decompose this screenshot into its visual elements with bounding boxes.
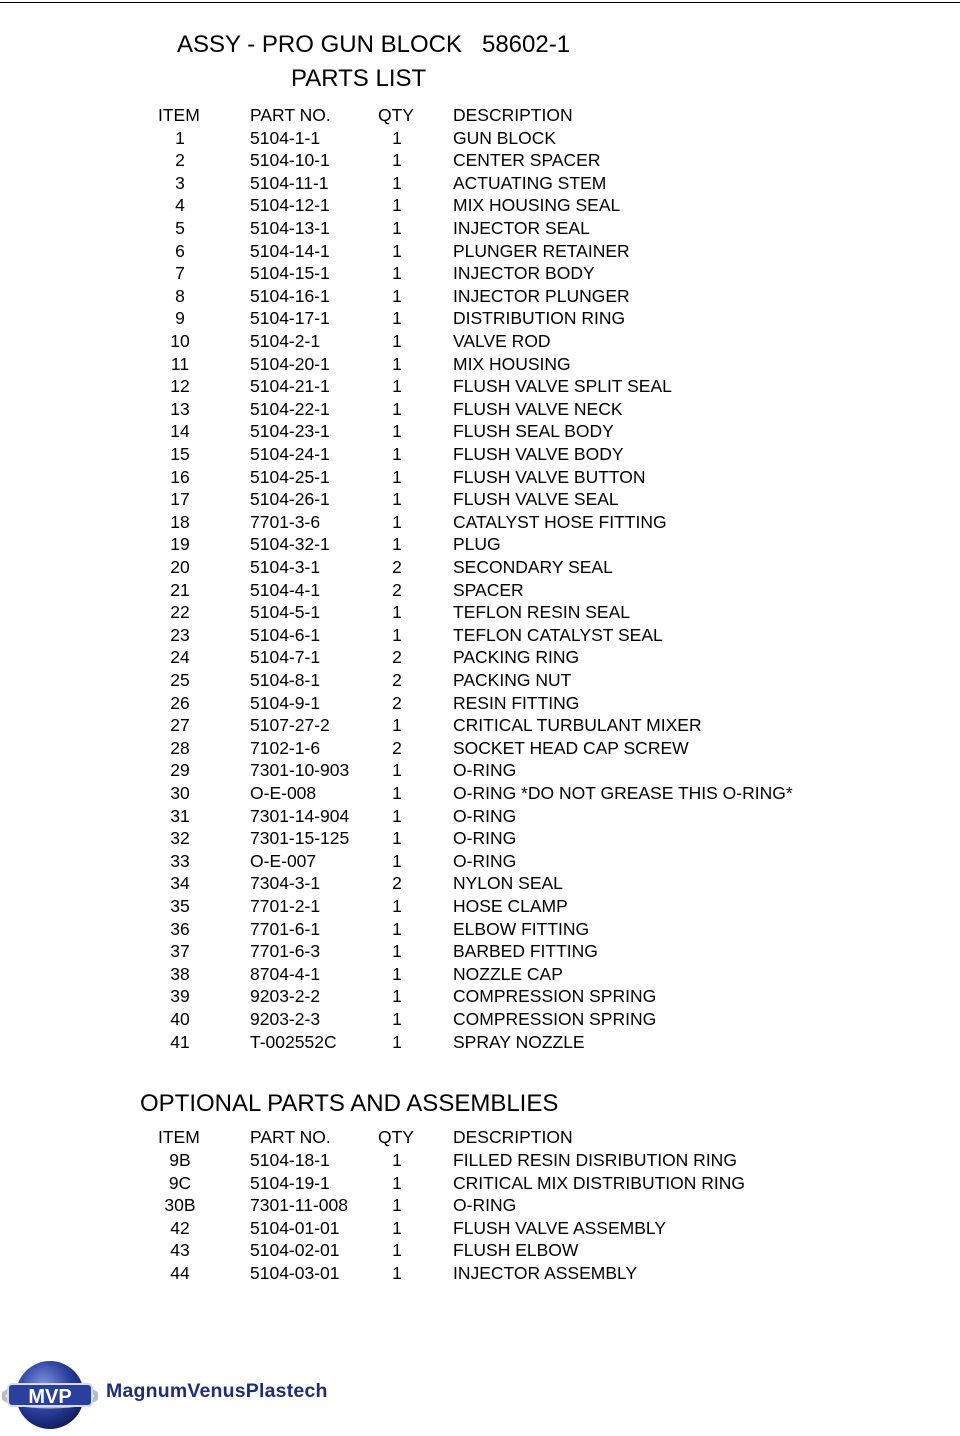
description: NOZZLE CAP: [453, 963, 563, 984]
part-number: 5104-16-1: [250, 285, 330, 306]
description: SPRAY NOZZLE: [453, 1031, 585, 1052]
table-row: [0, 127, 960, 149]
part-number: 7701-3-6: [250, 511, 321, 532]
quantity: 1: [392, 376, 402, 397]
part-number: 9203-2-2: [250, 986, 321, 1007]
part-number: 7301-15-125: [250, 828, 350, 849]
part-number: 5104-6-1: [250, 624, 321, 645]
description: O-RING: [453, 850, 517, 871]
quantity: 1: [392, 308, 402, 329]
quantity: 1: [392, 240, 402, 261]
quantity: 2: [392, 873, 402, 894]
description: RESIN FITTING: [453, 692, 580, 713]
description: FLUSH VALVE NECK: [453, 398, 623, 419]
item-number: 4: [175, 195, 185, 216]
column-header-item: ITEM: [158, 105, 200, 125]
quantity: 1: [392, 1217, 402, 1238]
description: SPACER: [453, 579, 524, 600]
quantity: 2: [392, 579, 402, 600]
quantity: 1: [392, 1031, 402, 1052]
description: TEFLON CATALYST SEAL: [453, 624, 663, 645]
table-row: [0, 963, 960, 985]
quantity: 1: [392, 782, 402, 803]
item-number: 41: [170, 1031, 190, 1052]
table-row: [0, 466, 960, 488]
part-number: 5104-22-1: [250, 398, 330, 419]
column-header-item: ITEM: [158, 1127, 200, 1147]
table-header: [0, 1126, 960, 1148]
quantity: 1: [392, 127, 402, 148]
item-number: 42: [170, 1217, 190, 1238]
quantity: 1: [392, 715, 402, 736]
item-number: 26: [170, 692, 190, 713]
column-header-qty: QTY: [378, 1127, 414, 1147]
table-header: [0, 104, 960, 126]
quantity: 1: [392, 963, 402, 984]
item-number: 12: [170, 376, 190, 397]
top-rule: [0, 2, 960, 3]
item-number: 24: [170, 647, 190, 668]
part-number: 5104-10-1: [250, 150, 330, 171]
table-row: [0, 918, 960, 940]
table-row: [0, 1239, 960, 1261]
quantity: 1: [392, 624, 402, 645]
item-number: 17: [170, 489, 190, 510]
part-number: 5104-18-1: [250, 1150, 330, 1170]
item-number: 33: [170, 850, 190, 871]
quantity: 1: [392, 534, 402, 555]
table-row: [0, 443, 960, 465]
item-number: 34: [170, 873, 190, 894]
description: FLUSH SEAL BODY: [453, 421, 614, 442]
quantity: 1: [392, 828, 402, 849]
table-row: [0, 172, 960, 194]
description: VALVE ROD: [453, 330, 551, 351]
table-row: [0, 285, 960, 307]
table-row: [0, 194, 960, 216]
quantity: 1: [392, 918, 402, 939]
item-number: 27: [170, 715, 190, 736]
table-row: [0, 646, 960, 668]
description: ACTUATING STEM: [453, 172, 607, 193]
description: O-RING: [453, 760, 517, 781]
item-number: 14: [170, 421, 190, 442]
table-row: [0, 375, 960, 397]
description: CRITICAL MIX DISTRIBUTION RING: [453, 1172, 746, 1193]
part-number: 5104-15-1: [250, 263, 330, 284]
quantity: 1: [392, 895, 402, 916]
column-header-part-no: PART NO.: [250, 1127, 331, 1147]
description: O-RING: [453, 1195, 517, 1216]
quantity: 1: [392, 1263, 402, 1283]
description: FLUSH VALVE SPLIT SEAL: [453, 376, 672, 397]
part-number: 5104-4-1: [250, 579, 321, 600]
description: O-RING *DO NOT GREASE THIS O-RING*: [453, 782, 793, 803]
part-number: 7304-3-1: [250, 873, 321, 894]
table-row: [0, 262, 960, 284]
item-number: 39: [170, 986, 190, 1007]
table-row: [0, 1149, 960, 1171]
part-number: T-002552C: [250, 1031, 337, 1052]
item-number: 6: [175, 240, 185, 261]
page-subtitle: PARTS LIST: [291, 65, 427, 92]
table-row: [0, 307, 960, 329]
item-number: 20: [170, 556, 190, 577]
item-number: 19: [170, 534, 190, 555]
table-row: [0, 533, 960, 555]
part-number: 9203-2-3: [250, 1008, 321, 1029]
column-header-description: DESCRIPTION: [453, 105, 573, 125]
description: SOCKET HEAD CAP SCREW: [453, 737, 689, 758]
quantity: 1: [392, 150, 402, 171]
table-row: [0, 240, 960, 262]
part-number: 5104-7-1: [250, 647, 321, 668]
table-row: [0, 692, 960, 714]
item-number: 11: [170, 353, 190, 374]
part-number: 5104-03-01: [250, 1263, 340, 1283]
table-row: [0, 601, 960, 623]
description: FILLED RESIN DISRIBUTION RING: [453, 1150, 737, 1170]
mvp-globe-icon: [2, 1358, 98, 1432]
item-number: 9: [175, 308, 185, 329]
quantity: 1: [392, 1240, 402, 1261]
table-row: [0, 217, 960, 239]
item-number: 22: [170, 602, 190, 623]
item-number: 30B: [164, 1195, 196, 1216]
description: PLUG: [453, 534, 501, 555]
part-number: 5104-2-1: [250, 330, 321, 351]
table-row: [0, 714, 960, 736]
description: INJECTOR PLUNGER: [453, 285, 630, 306]
table-row: [0, 556, 960, 578]
item-number: 29: [170, 760, 190, 781]
description: CRITICAL TURBULANT MIXER: [453, 715, 702, 736]
part-number: 5104-25-1: [250, 466, 330, 487]
part-number: 5104-1-1: [250, 127, 321, 148]
quantity: 1: [392, 760, 402, 781]
item-number: 25: [170, 669, 190, 690]
part-number: 5104-5-1: [250, 602, 321, 623]
part-number: 7301-10-903: [250, 760, 350, 781]
part-number: 5104-26-1: [250, 489, 330, 510]
item-number: 1: [175, 127, 185, 148]
description: PLUNGER RETAINER: [453, 240, 630, 261]
description: HOSE CLAMP: [453, 895, 568, 916]
company-logo: [2, 1358, 382, 1432]
quantity: 1: [392, 1008, 402, 1029]
table-row: [0, 330, 960, 352]
quantity: 1: [392, 805, 402, 826]
description: TEFLON RESIN SEAL: [453, 602, 630, 623]
quantity: 1: [392, 489, 402, 510]
quantity: 1: [392, 1172, 402, 1193]
part-number: 5107-27-2: [250, 715, 330, 736]
description: PACKING NUT: [453, 669, 572, 690]
part-number: 5104-17-1: [250, 308, 330, 329]
quantity: 1: [392, 1195, 402, 1216]
part-number: 5104-02-01: [250, 1240, 340, 1261]
table-row: [0, 850, 960, 872]
table-row: [0, 1008, 960, 1030]
part-number: 5104-19-1: [250, 1172, 330, 1193]
item-number: 21: [170, 579, 190, 600]
quantity: 1: [392, 602, 402, 623]
part-number: 5104-01-01: [250, 1217, 340, 1238]
item-number: 32: [170, 828, 190, 849]
description: PACKING RING: [453, 647, 580, 668]
description: O-RING: [453, 828, 517, 849]
item-number: 43: [170, 1240, 190, 1261]
quantity: 1: [392, 466, 402, 487]
table-row: [0, 985, 960, 1007]
description: FLUSH VALVE BODY: [453, 443, 624, 464]
table-row: [0, 737, 960, 759]
page-title: ASSY - PRO GUN BLOCK 58602-1: [177, 31, 571, 58]
table-row: [0, 511, 960, 533]
description: MIX HOUSING SEAL: [453, 195, 621, 216]
part-number: 5104-8-1: [250, 669, 321, 690]
item-number: 38: [170, 963, 190, 984]
part-number: 5104-14-1: [250, 240, 330, 261]
quantity: 2: [392, 669, 402, 690]
company-name: MagnumVenusPlastech: [106, 1380, 328, 1402]
quantity: 1: [392, 511, 402, 532]
part-number: 5104-11-1: [250, 172, 329, 193]
column-header-part-no: PART NO.: [250, 105, 331, 125]
part-number: 7102-1-6: [250, 737, 321, 758]
part-number: 5104-23-1: [250, 421, 330, 442]
item-number: 10: [170, 330, 190, 351]
part-number: 7701-6-3: [250, 941, 321, 962]
description: SECONDARY SEAL: [453, 556, 613, 577]
quantity: 1: [392, 217, 402, 238]
description: CATALYST HOSE FITTING: [453, 511, 667, 532]
description: FLUSH VALVE BUTTON: [453, 466, 646, 487]
description: ELBOW FITTING: [453, 918, 590, 939]
table-row: [0, 488, 960, 510]
table-row: [0, 940, 960, 962]
part-number: 5104-3-1: [250, 556, 321, 577]
item-number: 37: [170, 941, 190, 962]
description: COMPRESSION SPRING: [453, 1008, 657, 1029]
table-row: [0, 1031, 960, 1053]
description: FLUSH VALVE ASSEMBLY: [453, 1217, 666, 1238]
column-header-description: DESCRIPTION: [453, 1127, 573, 1147]
description: O-RING: [453, 805, 517, 826]
quantity: 1: [392, 1150, 402, 1170]
table-row: [0, 353, 960, 375]
item-number: 3: [175, 172, 185, 193]
item-number: 15: [170, 443, 190, 464]
description: GUN BLOCK: [453, 127, 557, 148]
table-row: [0, 805, 960, 827]
table-row: [0, 895, 960, 917]
table-row: [0, 827, 960, 849]
table-row: [0, 759, 960, 781]
item-number: 40: [170, 1008, 190, 1029]
description: NYLON SEAL: [453, 873, 563, 894]
item-number: 35: [170, 895, 190, 916]
part-number: O-E-007: [250, 850, 317, 871]
item-number: 2: [175, 150, 185, 171]
item-number: 31: [170, 805, 190, 826]
quantity: 1: [392, 195, 402, 216]
quantity: 1: [392, 850, 402, 871]
table-row: [0, 1262, 960, 1284]
item-number: 5: [175, 217, 185, 238]
description: CENTER SPACER: [453, 150, 601, 171]
quantity: 2: [392, 647, 402, 668]
quantity: 1: [392, 263, 402, 284]
item-number: 13: [170, 398, 190, 419]
table-row: [0, 1194, 960, 1216]
quantity: 1: [392, 353, 402, 374]
description: DISTRIBUTION RING: [453, 308, 626, 329]
quantity: 1: [392, 172, 402, 193]
part-number: 7301-11-008: [250, 1195, 348, 1216]
description: FLUSH ELBOW: [453, 1240, 579, 1261]
quantity: 2: [392, 556, 402, 577]
description: INJECTOR SEAL: [453, 217, 590, 238]
part-number: 5104-12-1: [250, 195, 330, 216]
part-number: 5104-24-1: [250, 443, 330, 464]
part-number: 8704-4-1: [250, 963, 321, 984]
table-row: [0, 669, 960, 691]
item-number: 36: [170, 918, 190, 939]
description: FLUSH VALVE SEAL: [453, 489, 619, 510]
part-number: 5104-21-1: [250, 376, 330, 397]
description: INJECTOR BODY: [453, 263, 595, 284]
part-number: 7701-6-1: [250, 918, 321, 939]
description: MIX HOUSING: [453, 353, 571, 374]
table-row: [0, 782, 960, 804]
column-header-qty: QTY: [378, 105, 414, 125]
table-row: [0, 872, 960, 894]
item-number: 7: [175, 263, 185, 284]
table-row: [0, 420, 960, 442]
quantity: 1: [392, 285, 402, 306]
item-number: 28: [170, 737, 190, 758]
quantity: 2: [392, 737, 402, 758]
part-number: 5104-9-1: [250, 692, 321, 713]
quantity: 1: [392, 941, 402, 962]
item-number: 16: [170, 466, 190, 487]
item-number: 18: [170, 511, 190, 532]
optional-section-title: OPTIONAL PARTS AND ASSEMBLIES: [140, 1090, 559, 1117]
quantity: 2: [392, 692, 402, 713]
table-row: [0, 1217, 960, 1239]
quantity: 1: [392, 986, 402, 1007]
table-row: [0, 1172, 960, 1194]
item-number: 23: [170, 624, 190, 645]
part-number: O-E-008: [250, 782, 317, 803]
description: BARBED FITTING: [453, 941, 598, 962]
table-row: [0, 579, 960, 601]
item-number: 9B: [169, 1150, 191, 1170]
item-number: 30: [170, 782, 190, 803]
part-number: 5104-13-1: [250, 217, 330, 238]
item-number: 44: [170, 1263, 190, 1283]
part-number: 7701-2-1: [250, 895, 321, 916]
quantity: 1: [392, 398, 402, 419]
quantity: 1: [392, 421, 402, 442]
table-row: [0, 624, 960, 646]
quantity: 1: [392, 330, 402, 351]
svg-text:MVP: MVP: [28, 1386, 72, 1408]
item-number: 8: [175, 285, 185, 306]
table-row: [0, 149, 960, 171]
part-number: 7301-14-904: [250, 805, 350, 826]
part-number: 5104-20-1: [250, 353, 330, 374]
description: COMPRESSION SPRING: [453, 986, 657, 1007]
description: INJECTOR ASSEMBLY: [453, 1263, 638, 1283]
item-number: 9C: [168, 1172, 192, 1193]
table-row: [0, 398, 960, 420]
quantity: 1: [392, 443, 402, 464]
part-number: 5104-32-1: [250, 534, 330, 555]
